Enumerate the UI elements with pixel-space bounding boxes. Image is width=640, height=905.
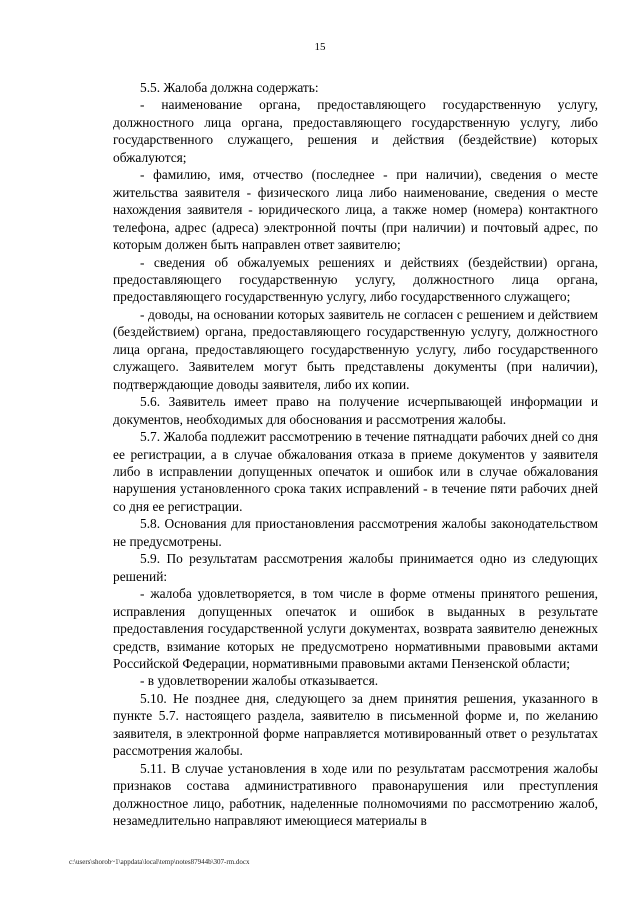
- paragraph-text: 5.5. Жалоба должна содержать:: [140, 80, 319, 95]
- paragraph-text: 5.9. По результатам рассмотрения жалобы принимается одно из следующих решений:: [113, 551, 598, 584]
- document-body: [113, 79, 598, 829]
- paragraph-text: - доводы, на основании которых заявитель не согласен с решением и действием (бездействием) органа, предоставляющего государственную услугу, должностного лица органа, предоставляющего государственную услугу, либо государственного служащего. Заявителем могут быть представлены документы (при наличии), подтверждающие доводы заявителя, либо их копии.: [113, 306, 598, 392]
- paragraph: [113, 393, 598, 428]
- paragraph-text: - сведения об обжалуемых решениях и действиях (бездействии) органа, предоставляющего государственную услугу, должностного лица органа, предоставляющего государственную услугу, либо государственного служащего;: [113, 254, 598, 305]
- paragraph-text: - в удовлетворении жалобы отказывается.: [140, 673, 379, 689]
- paragraph-text: - жалоба удовлетворяется, в том числе в форме отмены принятого решения, исправления допущенных опечаток и ошибок в выданных в результате предоставления государственной услуги документах, возврата заявителю денежных средств, взимание которых не предусмотрено нормативными правовыми актами Российской Федерации, нормативными правовыми актами Пензенской области;: [113, 586, 598, 671]
- paragraph-text: 5.7. Жалоба подлежит рассмотрению в течение пятнадцати рабочих дней со дня ее регистрации, а в случае обжалования отказа в приеме документов у заявителя либо в исправлении допущенных опечаток и ошибок или в случае обжалования нарушения установленного срока таких исправлений - в течение пяти рабочих дней со дня ее регистрации.: [113, 429, 598, 514]
- paragraph-text: - фамилию, имя, отчество (последнее - при наличии), сведения о месте жительства заявителя - физического лица либо наименование, сведения о месте нахождения заявителя - юридического лица, а также номер (номера) контактного телефона, адрес (адреса) электронной почты (при наличии) и почтовый адрес, по которым должен быть направлен ответ заявителю;: [113, 167, 598, 253]
- paragraph: [113, 550, 598, 585]
- paragraph-text: 5.10. Не позднее дня, следующего за днем принятия решения, указанного в пункте 5.7. настоящего раздела, заявителю в письменной форме и, по желанию заявителя, в электронной форме направляется мотивированный ответ о результатах рассмотрения жалобы.: [113, 690, 598, 759]
- paragraph: [113, 306, 598, 393]
- paragraph: [113, 515, 598, 550]
- paragraph: [113, 672, 598, 689]
- paragraph: [113, 96, 598, 166]
- paragraph: [113, 585, 598, 672]
- paragraph-text: 5.6. Заявитель имеет право на получение исчерпывающей информации и документов, необходимых для обоснования и рассмотрения жалобы.: [113, 394, 598, 427]
- page-number: 15: [314, 41, 326, 53]
- paragraph-text: - наименование органа, предоставляющего государственную услугу, должностного лица органа, предоставляющего государственную услугу, либо государственного служащего, решения и действия (бездействие) которых обжалуются;: [113, 97, 598, 165]
- paragraph: [113, 690, 598, 760]
- paragraph-text: 5.11. В случае установления в ходе или по результатам рассмотрения жалобы признаков состава административного правонарушения или преступления должностное лицо, работник, наделенные полномочиями по рассмотрению жалоб, незамедлительно направляют имеющиеся материалы в: [113, 760, 598, 829]
- paragraph: [113, 79, 598, 96]
- paragraph: [113, 166, 598, 253]
- paragraph: [113, 428, 598, 515]
- paragraph-text: 5.8. Основания для приостановления рассмотрения жалобы законодательством не предусмотрены.: [113, 516, 598, 549]
- paragraph: [113, 760, 598, 830]
- paragraph: [113, 254, 598, 306]
- footer-file-path: c:\users\shorob~1\appdata\local\temp\notes87944b\307-rm.docx: [69, 858, 250, 866]
